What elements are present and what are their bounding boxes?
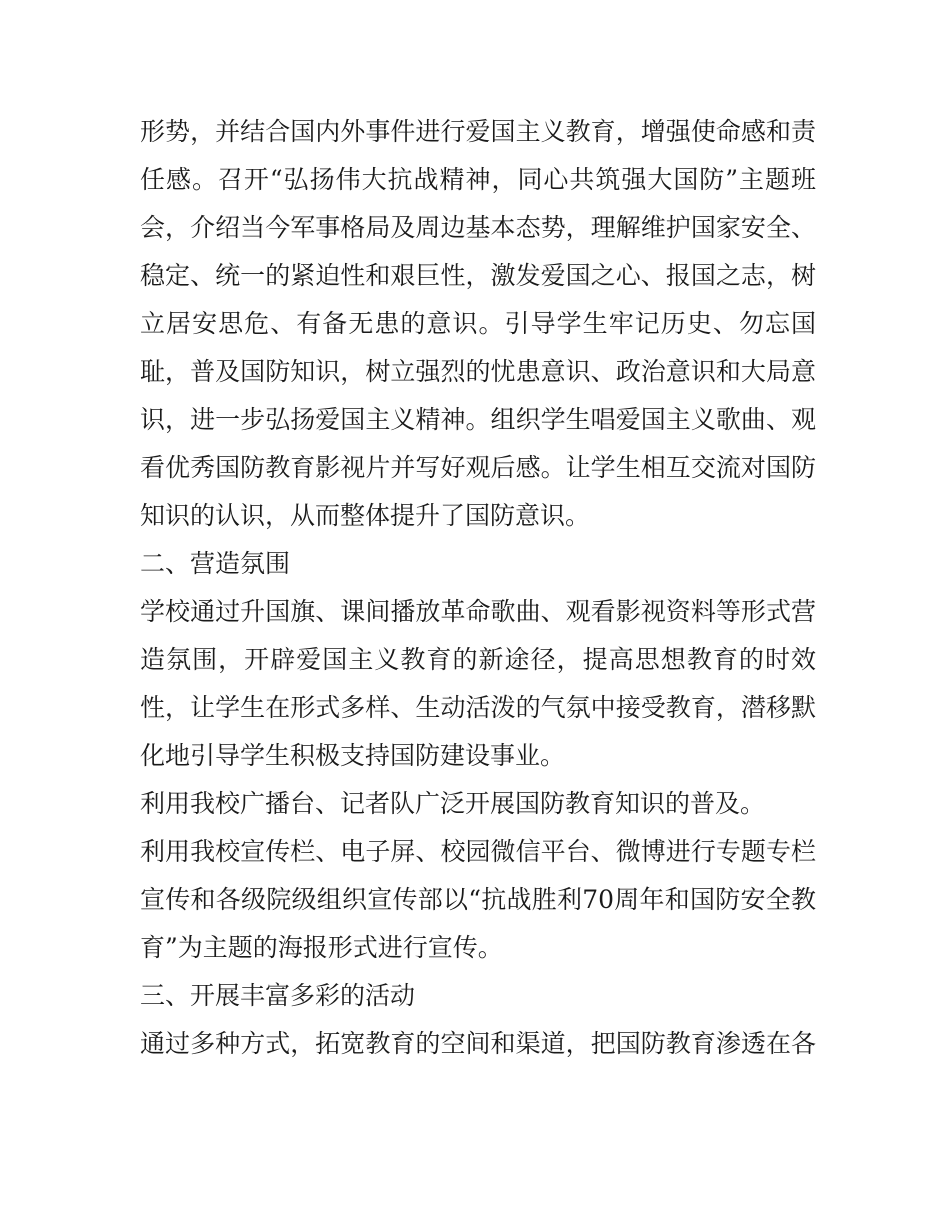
text-line-8: 看优秀国防教育影视片并写好观后感。让学生相互交流对国防: [140, 453, 816, 482]
text-line-7: 识，进一步弘扬爱国主义精神。组织学生唱爱国主义歌曲、观: [140, 405, 816, 434]
text-line-2: 任感。召开“弘扬伟大抗战精神，同心共筑强大国防”主题班: [140, 165, 816, 194]
text-line-9: 知识的认识，从而整体提升了国防意识。: [140, 501, 591, 530]
text-line-1: 形势，并结合国内外事件进行爱国主义教育，增强使命感和责: [140, 117, 816, 146]
text-line-13: 性，让学生在形式多样、生动活泼的气氛中接受教育，潜移默: [140, 693, 816, 722]
text-line-16: 利用我校宣传栏、电子屏、校园微信平台、微博进行专题专栏: [140, 837, 816, 866]
text-line-15: 利用我校广播台、记者队广泛开展国防教育知识的普及。: [140, 789, 766, 818]
text-line-20: 通过多种方式，拓宽教育的空间和渠道，把国防教育渗透在各: [140, 1029, 816, 1058]
text-line-17: 宣传和各级院级组织宣传部以“抗战胜利70周年和国防安全教: [140, 885, 816, 914]
text-line-5: 立居安思危、有备无患的意识。引导学生牢记历史、勿忘国: [140, 309, 816, 338]
text-line-12: 造氛围，开辟爱国主义教育的新途径，提高思想教育的时效: [140, 645, 816, 674]
section-heading-2: 二、营造氛围: [140, 549, 291, 578]
text-line-18: 育”为主题的海报形式进行宣传。: [140, 933, 503, 962]
text-line-4: 稳定、统一的紧迫性和艰巨性，激发爱国之心、报国之志，树: [140, 261, 816, 290]
section-heading-3: 三、开展丰富多彩的活动: [140, 981, 416, 1010]
text-line-6: 耻，普及国防知识，树立强烈的忧患意识、政治意识和大局意: [140, 357, 816, 386]
text-line-14: 化地引导学生积极支持国防建设事业。: [140, 741, 566, 770]
text-line-3: 会，介绍当今军事格局及周边基本态势，理解维护国家安全、: [140, 213, 816, 242]
document-body: [140, 108, 816, 1068]
text-line-11: 学校通过升国旗、课间播放革命歌曲、观看影视资料等形式营: [140, 597, 816, 626]
